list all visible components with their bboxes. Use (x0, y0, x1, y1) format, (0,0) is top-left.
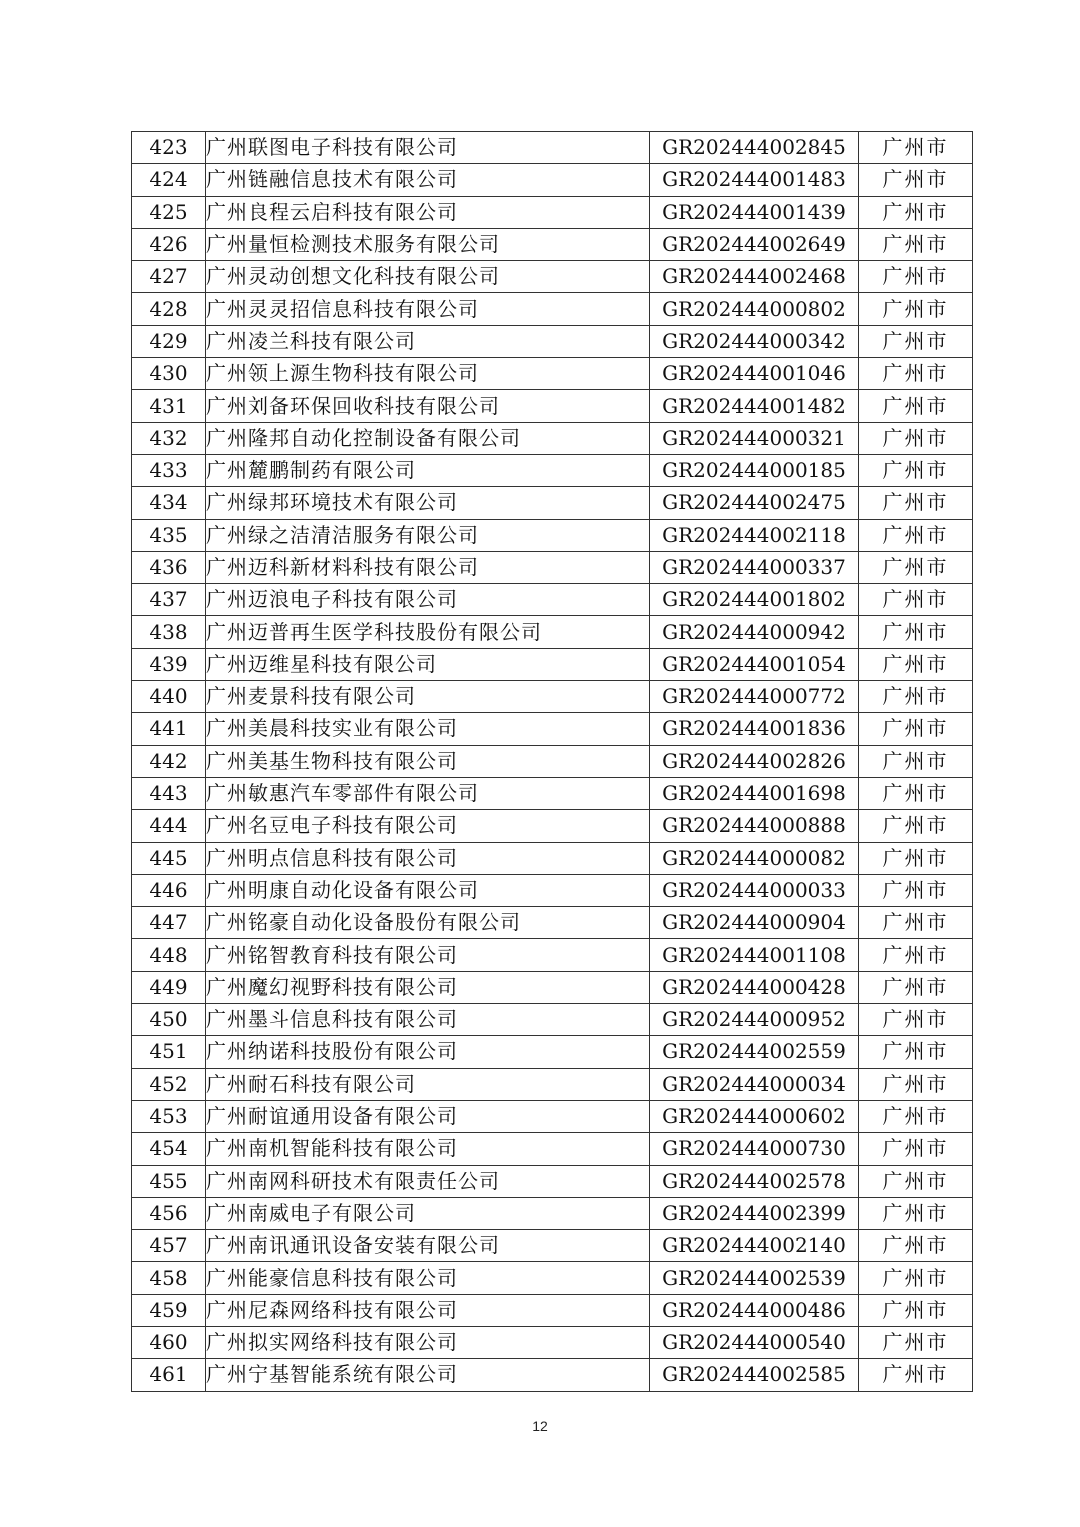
row-number: 439 (132, 648, 206, 680)
city-name: 广州市 (859, 939, 973, 971)
certificate-code: GR202444000942 (650, 616, 859, 648)
table-row (132, 1165, 973, 1197)
city-name: 广州市 (859, 551, 973, 583)
city-name: 广州市 (859, 1326, 973, 1358)
company-name: 广州尼森网络科技有限公司 (206, 1294, 650, 1326)
row-number: 445 (132, 842, 206, 874)
table-row (132, 261, 973, 293)
company-name: 广州拟实网络科技有限公司 (206, 1326, 650, 1358)
row-number: 440 (132, 681, 206, 713)
city-name: 广州市 (859, 842, 973, 874)
company-name: 广州迈普再生医学科技股份有限公司 (206, 616, 650, 648)
certificate-code: GR202444002845 (650, 132, 859, 164)
row-number: 450 (132, 1004, 206, 1036)
certificate-code: GR202444002118 (650, 519, 859, 551)
certificate-code: GR202444000952 (650, 1004, 859, 1036)
row-number: 428 (132, 293, 206, 325)
table-row (132, 519, 973, 551)
row-number: 454 (132, 1133, 206, 1165)
certificate-code: GR202444001054 (650, 648, 859, 680)
table-row (132, 939, 973, 971)
row-number: 425 (132, 196, 206, 228)
company-table (131, 131, 973, 1392)
table-row (132, 1036, 973, 1068)
certificate-code: GR202444001698 (650, 777, 859, 809)
certificate-code: GR202444000802 (650, 293, 859, 325)
table-row (132, 1359, 973, 1391)
row-number: 424 (132, 164, 206, 196)
company-name: 广州耐谊通用设备有限公司 (206, 1100, 650, 1132)
city-name: 广州市 (859, 874, 973, 906)
certificate-code: GR202444002649 (650, 228, 859, 260)
table-row (132, 1294, 973, 1326)
company-name: 广州刘备环保回收科技有限公司 (206, 390, 650, 422)
city-name: 广州市 (859, 1004, 973, 1036)
city-name: 广州市 (859, 487, 973, 519)
row-number: 460 (132, 1326, 206, 1358)
row-number: 438 (132, 616, 206, 648)
company-name: 广州隆邦自动化控制设备有限公司 (206, 422, 650, 454)
company-name: 广州良程云启科技有限公司 (206, 196, 650, 228)
row-number: 423 (132, 132, 206, 164)
table-row (132, 390, 973, 422)
city-name: 广州市 (859, 1068, 973, 1100)
table-row (132, 1326, 973, 1358)
city-name: 广州市 (859, 519, 973, 551)
row-number: 433 (132, 454, 206, 486)
certificate-code: GR202444002468 (650, 261, 859, 293)
row-number: 426 (132, 228, 206, 260)
row-number: 429 (132, 325, 206, 357)
certificate-code: GR202444000772 (650, 681, 859, 713)
certificate-code: GR202444000082 (650, 842, 859, 874)
table-row (132, 842, 973, 874)
city-name: 广州市 (859, 261, 973, 293)
company-name: 广州南机智能科技有限公司 (206, 1133, 650, 1165)
row-number: 431 (132, 390, 206, 422)
company-name: 广州美基生物科技有限公司 (206, 745, 650, 777)
row-number: 448 (132, 939, 206, 971)
table-row (132, 1197, 973, 1229)
company-name: 广州名豆电子科技有限公司 (206, 810, 650, 842)
table-row (132, 648, 973, 680)
certificate-code: GR202444002559 (650, 1036, 859, 1068)
certificate-code: GR202444001046 (650, 358, 859, 390)
row-number: 444 (132, 810, 206, 842)
certificate-code: GR202444002539 (650, 1262, 859, 1294)
city-name: 广州市 (859, 810, 973, 842)
city-name: 广州市 (859, 713, 973, 745)
company-name: 广州麦景科技有限公司 (206, 681, 650, 713)
city-name: 广州市 (859, 907, 973, 939)
certificate-code: GR202444000540 (650, 1326, 859, 1358)
table-row (132, 325, 973, 357)
table-row (132, 1068, 973, 1100)
certificate-code: GR202444000888 (650, 810, 859, 842)
city-name: 广州市 (859, 422, 973, 454)
table-row (132, 713, 973, 745)
city-name: 广州市 (859, 1197, 973, 1229)
table-row (132, 422, 973, 454)
table-row (132, 358, 973, 390)
company-name: 广州宁基智能系统有限公司 (206, 1359, 650, 1391)
row-number: 457 (132, 1230, 206, 1262)
row-number: 461 (132, 1359, 206, 1391)
company-name: 广州耐石科技有限公司 (206, 1068, 650, 1100)
city-name: 广州市 (859, 745, 973, 777)
certificate-code: GR202444001108 (650, 939, 859, 971)
row-number: 436 (132, 551, 206, 583)
row-number: 442 (132, 745, 206, 777)
company-name: 广州纳诺科技股份有限公司 (206, 1036, 650, 1068)
row-number: 435 (132, 519, 206, 551)
city-name: 广州市 (859, 616, 973, 648)
company-name: 广州魔幻视野科技有限公司 (206, 971, 650, 1003)
table-row (132, 1262, 973, 1294)
city-name: 广州市 (859, 584, 973, 616)
table-body (132, 132, 973, 1392)
table-row (132, 1100, 973, 1132)
table-row (132, 616, 973, 648)
row-number: 443 (132, 777, 206, 809)
company-name: 广州南讯通讯设备安装有限公司 (206, 1230, 650, 1262)
certificate-code: GR202444001439 (650, 196, 859, 228)
row-number: 427 (132, 261, 206, 293)
table-row (132, 1004, 973, 1036)
company-name: 广州绿之洁清洁服务有限公司 (206, 519, 650, 551)
certificate-code: GR202444002585 (650, 1359, 859, 1391)
table-row (132, 584, 973, 616)
city-name: 广州市 (859, 358, 973, 390)
company-name: 广州迈科新材料科技有限公司 (206, 551, 650, 583)
certificate-code: GR202444000904 (650, 907, 859, 939)
certificate-code: GR202444000428 (650, 971, 859, 1003)
row-number: 434 (132, 487, 206, 519)
certificate-code: GR202444002475 (650, 487, 859, 519)
company-name: 广州量恒检测技术服务有限公司 (206, 228, 650, 260)
table-row (132, 487, 973, 519)
certificate-code: GR202444001483 (650, 164, 859, 196)
city-name: 广州市 (859, 196, 973, 228)
table-row (132, 196, 973, 228)
table-row (132, 1133, 973, 1165)
certificate-code: GR202444001482 (650, 390, 859, 422)
row-number: 430 (132, 358, 206, 390)
city-name: 广州市 (859, 132, 973, 164)
company-name: 广州敏惠汽车零部件有限公司 (206, 777, 650, 809)
table-row (132, 551, 973, 583)
row-number: 441 (132, 713, 206, 745)
company-name: 广州南网科研技术有限责任公司 (206, 1165, 650, 1197)
company-name: 广州明点信息科技有限公司 (206, 842, 650, 874)
company-name: 广州墨斗信息科技有限公司 (206, 1004, 650, 1036)
city-name: 广州市 (859, 1100, 973, 1132)
company-name: 广州南威电子有限公司 (206, 1197, 650, 1229)
table-row (132, 681, 973, 713)
city-name: 广州市 (859, 648, 973, 680)
company-name: 广州灵灵招信息科技有限公司 (206, 293, 650, 325)
table-row (132, 810, 973, 842)
city-name: 广州市 (859, 971, 973, 1003)
company-name: 广州能豪信息科技有限公司 (206, 1262, 650, 1294)
row-number: 453 (132, 1100, 206, 1132)
row-number: 458 (132, 1262, 206, 1294)
row-number: 455 (132, 1165, 206, 1197)
certificate-code: GR202444000185 (650, 454, 859, 486)
city-name: 广州市 (859, 1165, 973, 1197)
city-name: 广州市 (859, 1230, 973, 1262)
city-name: 广州市 (859, 681, 973, 713)
certificate-code: GR202444002578 (650, 1165, 859, 1197)
company-name: 广州迈维星科技有限公司 (206, 648, 650, 680)
company-name: 广州链融信息技术有限公司 (206, 164, 650, 196)
company-name: 广州凌兰科技有限公司 (206, 325, 650, 357)
company-name: 广州领上源生物科技有限公司 (206, 358, 650, 390)
certificate-code: GR202444000730 (650, 1133, 859, 1165)
table-row (132, 1230, 973, 1262)
certificate-code: GR202444000342 (650, 325, 859, 357)
table-row (132, 907, 973, 939)
table-row (132, 132, 973, 164)
table-row (132, 745, 973, 777)
company-name: 广州迈浪电子科技有限公司 (206, 584, 650, 616)
company-name: 广州美晨科技实业有限公司 (206, 713, 650, 745)
certificate-code: GR202444002140 (650, 1230, 859, 1262)
row-number: 452 (132, 1068, 206, 1100)
row-number: 437 (132, 584, 206, 616)
row-number: 451 (132, 1036, 206, 1068)
certificate-code: GR202444002826 (650, 745, 859, 777)
certificate-code: GR202444001802 (650, 584, 859, 616)
city-name: 广州市 (859, 454, 973, 486)
table-row (132, 777, 973, 809)
city-name: 广州市 (859, 1359, 973, 1391)
table-row (132, 228, 973, 260)
city-name: 广州市 (859, 390, 973, 422)
company-name: 广州明康自动化设备有限公司 (206, 874, 650, 906)
certificate-code: GR202444000486 (650, 1294, 859, 1326)
table-row (132, 454, 973, 486)
city-name: 广州市 (859, 325, 973, 357)
certificate-code: GR202444002399 (650, 1197, 859, 1229)
company-name: 广州铭豪自动化设备股份有限公司 (206, 907, 650, 939)
city-name: 广州市 (859, 293, 973, 325)
table-row (132, 293, 973, 325)
row-number: 456 (132, 1197, 206, 1229)
city-name: 广州市 (859, 1133, 973, 1165)
certificate-code: GR202444000034 (650, 1068, 859, 1100)
city-name: 广州市 (859, 1294, 973, 1326)
certificate-code: GR202444000602 (650, 1100, 859, 1132)
table-row (132, 874, 973, 906)
company-name: 广州铭智教育科技有限公司 (206, 939, 650, 971)
row-number: 432 (132, 422, 206, 454)
city-name: 广州市 (859, 164, 973, 196)
table-row (132, 971, 973, 1003)
table-row (132, 164, 973, 196)
city-name: 广州市 (859, 1036, 973, 1068)
row-number: 459 (132, 1294, 206, 1326)
row-number: 446 (132, 874, 206, 906)
certificate-code: GR202444000033 (650, 874, 859, 906)
page-number: 12 (532, 1418, 548, 1434)
city-name: 广州市 (859, 777, 973, 809)
row-number: 449 (132, 971, 206, 1003)
city-name: 广州市 (859, 1262, 973, 1294)
company-name: 广州绿邦环境技术有限公司 (206, 487, 650, 519)
company-name: 广州灵动创想文化科技有限公司 (206, 261, 650, 293)
city-name: 广州市 (859, 228, 973, 260)
company-name: 广州联图电子科技有限公司 (206, 132, 650, 164)
certificate-code: GR202444001836 (650, 713, 859, 745)
company-name: 广州麓鹏制药有限公司 (206, 454, 650, 486)
certificate-code: GR202444000321 (650, 422, 859, 454)
certificate-code: GR202444000337 (650, 551, 859, 583)
row-number: 447 (132, 907, 206, 939)
